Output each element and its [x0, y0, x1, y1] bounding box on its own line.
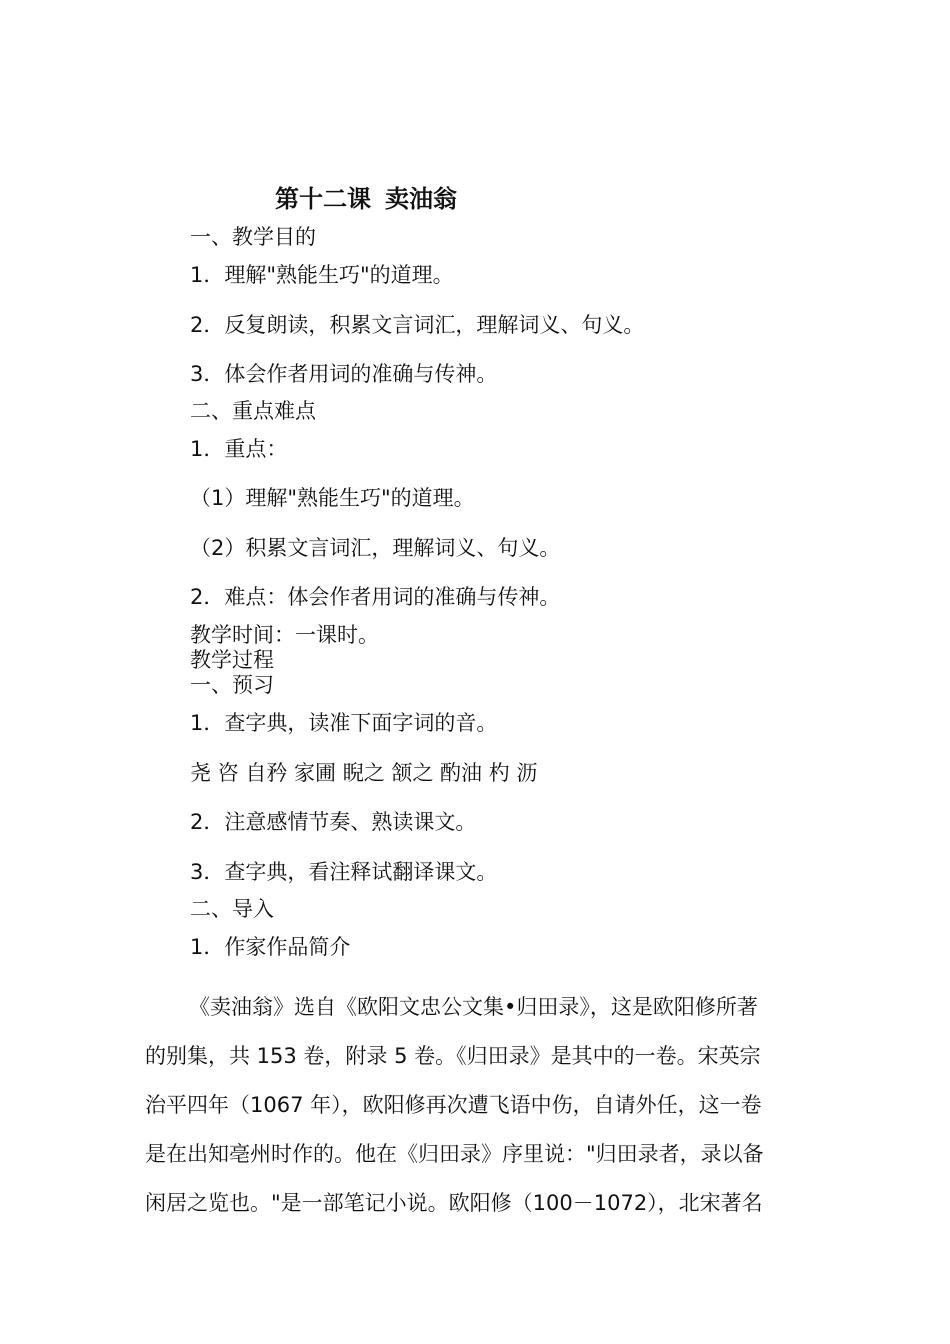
key-heading: 二、重点难点 — [190, 399, 316, 423]
paragraph-line: 的别集，共 153 卷，附录 5 卷。《归田录》是其中的一卷。宋英宗 — [145, 1044, 761, 1068]
preview-item-1: 1．查字典，读准下面字词的音。 — [190, 711, 498, 735]
goals-heading: 一、教学目的 — [190, 225, 316, 249]
preview-word-list: 尧 咨 自矜 家圃 睨之 颔之 酌油 杓 沥 — [190, 761, 538, 785]
goal-item-2: 2．反复朗读，积累文言词汇，理解词义、句义。 — [190, 313, 645, 337]
goal-item-3: 3．体会作者用词的准确与传神。 — [190, 362, 498, 386]
key-subitem-2: （2）积累文言词汇，理解词义、句义。 — [190, 536, 561, 560]
preview-item-2: 2．注意感情节奏、熟读课文。 — [190, 810, 477, 834]
author-intro-paragraph — [145, 983, 805, 1228]
preview-heading: 一、预习 — [190, 673, 274, 697]
key-subitem-1: （1）理解"熟能生巧"的道理。 — [190, 486, 475, 510]
paragraph-line: 是在出知亳州时作的。他在《归田录》序里说："归田录者，录以备 — [145, 1142, 764, 1166]
goal-item-1: 1．理解"熟能生巧"的道理。 — [190, 263, 454, 287]
intro-item-1: 1．作家作品简介 — [190, 935, 351, 959]
lesson-title — [275, 184, 457, 214]
lesson-number: 第十二课 — [275, 185, 371, 213]
key-item-1: 1．重点： — [190, 437, 288, 461]
process-heading: 教学过程 — [190, 648, 274, 672]
intro-heading: 二、导入 — [190, 897, 274, 921]
key-item-2: 2．难点：体会作者用词的准确与传神。 — [190, 585, 561, 609]
paragraph-line: 治平四年（1067 年），欧阳修再次遭飞语中伤，自请外任，这一卷 — [145, 1093, 762, 1117]
lesson-name: 卖油翁 — [385, 185, 457, 213]
teaching-time: 教学时间：一课时。 — [190, 623, 379, 647]
preview-item-3: 3．查字典，看注释试翻译课文。 — [190, 860, 498, 884]
paragraph-line: 闲居之览也。"是一部笔记小说。欧阳修（100－1072），北宋著名 — [145, 1191, 763, 1215]
paragraph-line: 《卖油翁》选自《欧阳文忠公文集•归田录》，这是欧阳修所著 — [189, 995, 758, 1019]
